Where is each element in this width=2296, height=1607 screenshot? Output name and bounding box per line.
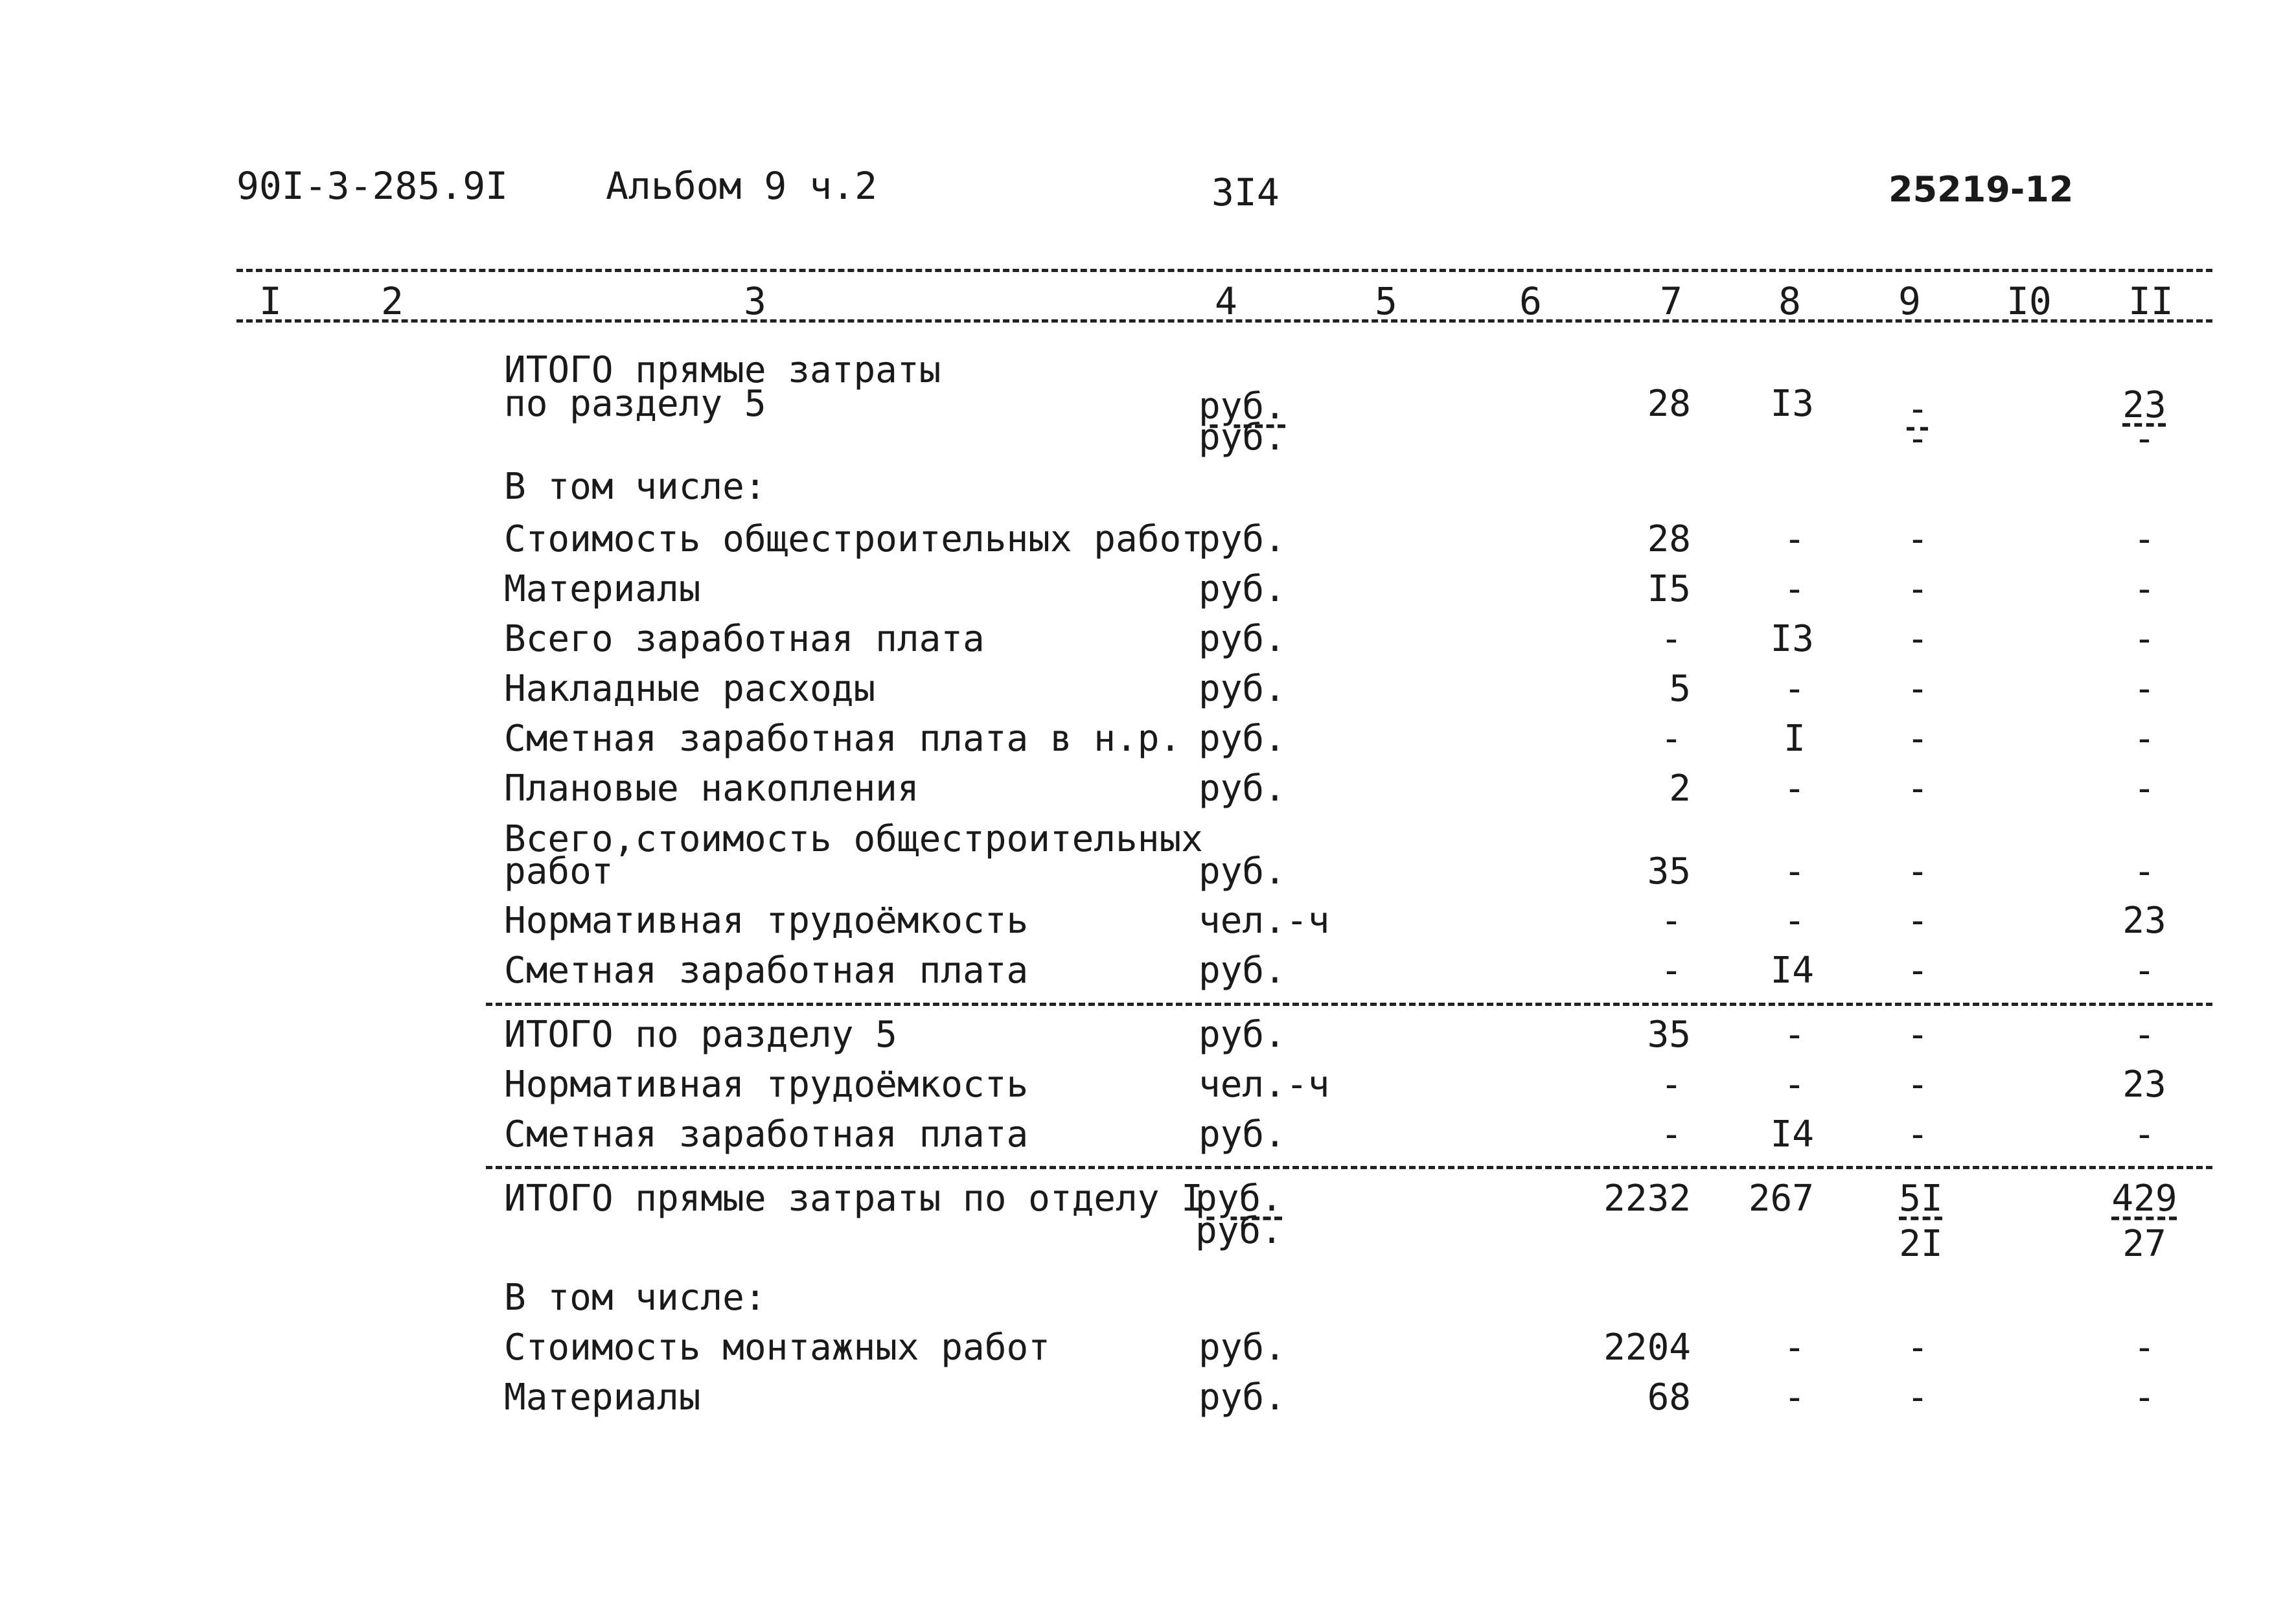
row-c7: -: [1660, 1113, 1682, 1156]
col-header-1: I: [259, 279, 282, 323]
row-c7: -: [1660, 900, 1682, 942]
row-c11: -: [2133, 618, 2155, 660]
section5-total-unit-bottom: руб.: [1199, 416, 1286, 459]
section5-total-c11-top: 23: [2122, 384, 2166, 426]
row-unit: руб.: [1199, 1014, 1286, 1056]
section5-total-unit-top: руб.: [1199, 385, 1286, 427]
including-label-2: В том числе:: [504, 1277, 766, 1319]
dept-total-unit-top: руб.: [1195, 1178, 1283, 1220]
row-unit: руб.: [1199, 568, 1286, 610]
section-divider: [486, 1003, 2212, 1006]
row-c9: -: [1907, 1376, 1929, 1419]
row-c9: -: [1907, 518, 1929, 560]
row-c9: -: [1907, 900, 1929, 942]
row-c9: -: [1907, 1327, 1929, 1369]
row-c8: -: [1784, 850, 1806, 893]
row-unit: руб.: [1199, 1376, 1286, 1419]
top-rule: [236, 269, 2212, 272]
row-c9: -: [1907, 850, 1929, 893]
row-c8: -: [1784, 568, 1806, 610]
row-c11: -: [2133, 768, 2155, 810]
row-c7: 5: [1669, 668, 1691, 710]
row-c8: -: [1784, 668, 1806, 710]
row-label: ИТОГО по разделу 5: [504, 1014, 897, 1056]
row-unit: руб.: [1199, 950, 1286, 992]
col-header-3: 3: [744, 279, 766, 323]
row-label: Плановые накопления: [504, 768, 919, 810]
col-header-8: 8: [1778, 279, 1801, 323]
row-label: Нормативная трудоёмкость: [504, 1064, 1029, 1106]
row-c7: -: [1660, 618, 1682, 660]
row-c11: -: [2133, 1014, 2155, 1056]
row-unit: руб.: [1199, 618, 1286, 660]
row-c7: -: [1660, 950, 1682, 992]
dept-total-c8: 267: [1748, 1178, 1814, 1220]
row-c7: -: [1660, 718, 1682, 760]
row-label: Накладные расходы: [504, 668, 876, 710]
section5-total-label-line1: ИТОГО прямые затраты: [504, 349, 941, 391]
page-number: 3I4: [1211, 170, 1280, 214]
row-c9: -: [1907, 1064, 1929, 1106]
row-label-line2: работ: [504, 850, 614, 893]
section5-total-c7: 28: [1647, 383, 1691, 425]
album-label: Альбом 9 ч.2: [606, 164, 878, 208]
row-c11: -: [2133, 1113, 2155, 1156]
row-unit: руб.: [1199, 668, 1286, 710]
row-c8: -: [1784, 768, 1806, 810]
dept-total-c9-bottom: 2I: [1899, 1223, 1943, 1265]
row-c8: -: [1784, 1014, 1806, 1056]
col-header-9: 9: [1898, 279, 1921, 323]
row-label: Сметная заработная плата в н.р.: [504, 718, 1182, 760]
section5-total-label-line2: по разделу 5: [504, 383, 766, 425]
row-c8: -: [1784, 1327, 1806, 1369]
dept-total-unit-bottom: руб.: [1195, 1210, 1283, 1252]
row-c11: -: [2133, 718, 2155, 760]
row-unit: чел.-ч: [1199, 900, 1330, 942]
section-divider-2: [486, 1166, 2212, 1169]
row-unit: руб.: [1199, 518, 1286, 560]
row-label: Сметная заработная плата: [504, 950, 1029, 992]
col-header-10: I0: [2006, 279, 2052, 323]
row-c11: -: [2133, 668, 2155, 710]
row-c11: -: [2133, 568, 2155, 610]
col-header-11: II: [2128, 279, 2174, 323]
row-label: Всего заработная плата: [504, 618, 985, 660]
row-c7: 2204: [1603, 1327, 1691, 1369]
including-label-1: В том числе:: [504, 466, 766, 508]
row-unit: руб.: [1199, 850, 1286, 893]
row-c8: -: [1784, 1064, 1806, 1106]
col-header-5: 5: [1375, 279, 1397, 323]
dept-total-c9-top: 5I: [1899, 1178, 1943, 1220]
row-c11: -: [2133, 950, 2155, 992]
section5-total-c9-top: -: [1907, 388, 1929, 430]
row-c7: -: [1660, 1064, 1682, 1106]
sheet-code: 25219-12: [1888, 169, 2074, 210]
dept-total-c11-top: 429: [2111, 1178, 2177, 1220]
row-c7: 2: [1669, 768, 1691, 810]
row-c11: -: [2133, 1327, 2155, 1369]
col-header-7: 7: [1660, 279, 1682, 323]
row-c9: -: [1907, 768, 1929, 810]
row-c7: 28: [1647, 518, 1691, 560]
row-c11: -: [2133, 518, 2155, 560]
row-label: Сметная заработная плата: [504, 1113, 1029, 1156]
row-c7: 35: [1647, 1014, 1691, 1056]
section5-total-c9-bottom: -: [1907, 418, 1929, 460]
row-unit: руб.: [1199, 1113, 1286, 1156]
row-c9: -: [1907, 618, 1929, 660]
row-c8: I4: [1770, 1113, 1814, 1156]
dept-total-c11-bottom: 27: [2122, 1223, 2166, 1265]
row-c11: -: [2133, 850, 2155, 893]
row-c7: I5: [1647, 568, 1691, 610]
row-c9: -: [1907, 718, 1929, 760]
doc-code: 90I-3-285.9I: [236, 164, 509, 208]
row-c8: -: [1784, 900, 1806, 942]
row-c11: 23: [2122, 1064, 2166, 1106]
row-c8: I: [1784, 718, 1806, 760]
row-label: Материалы: [504, 568, 701, 610]
dept-total-c7: 2232: [1603, 1178, 1691, 1220]
row-unit: руб.: [1199, 718, 1286, 760]
row-unit: руб.: [1199, 1327, 1286, 1369]
row-c9: -: [1907, 950, 1929, 992]
row-c11: -: [2133, 1376, 2155, 1419]
row-c9: -: [1907, 668, 1929, 710]
row-label: Стоимость монтажных работ: [504, 1327, 1050, 1369]
row-label-line1: Всего,стоимость общестроительных: [504, 818, 1203, 860]
row-label: Стоимость общестроительных работ: [504, 518, 1203, 560]
row-c9: -: [1907, 568, 1929, 610]
row-c8: -: [1784, 518, 1806, 560]
col-header-6: 6: [1519, 279, 1542, 323]
row-label: Материалы: [504, 1376, 701, 1419]
col-header-4: 4: [1215, 279, 1237, 323]
row-c9: -: [1907, 1014, 1929, 1056]
section5-total-c11-bottom: -: [2133, 418, 2155, 460]
row-c7: 35: [1647, 850, 1691, 893]
dept-total-label: ИТОГО прямые затраты по отделу I: [504, 1178, 1203, 1220]
col-header-2: 2: [381, 279, 404, 323]
section5-total-c8: I3: [1770, 383, 1814, 425]
row-c8: -: [1784, 1376, 1806, 1419]
row-unit: руб.: [1199, 768, 1286, 810]
row-unit: чел.-ч: [1199, 1064, 1330, 1106]
row-label: Нормативная трудоёмкость: [504, 900, 1029, 942]
row-c7: 68: [1647, 1376, 1691, 1419]
row-c9: -: [1907, 1113, 1929, 1156]
row-c8: I3: [1770, 618, 1814, 660]
row-c8: I4: [1770, 950, 1814, 992]
row-c11: 23: [2122, 900, 2166, 942]
